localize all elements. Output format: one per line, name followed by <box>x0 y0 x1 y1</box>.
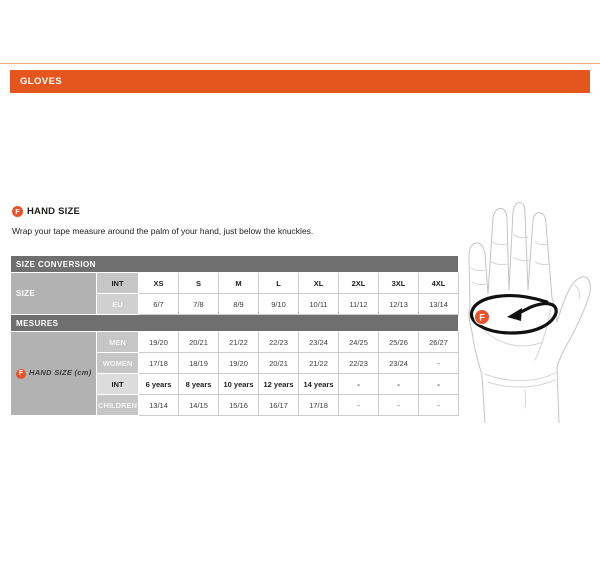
table-cell: 17/18 <box>139 353 179 374</box>
table-cell: - <box>419 374 459 395</box>
table-cell: 19/20 <box>219 353 259 374</box>
size-conversion-table <box>10 255 459 416</box>
table-row <box>11 256 459 273</box>
table-cell: 8 years <box>179 374 219 395</box>
row-label-int-years: INT <box>97 374 139 395</box>
table-cell: 23/24 <box>379 353 419 374</box>
table-cell: 8/9 <box>219 294 259 315</box>
table-cell: - <box>379 395 419 416</box>
table-cell: 9/10 <box>259 294 299 315</box>
table-cell: 4XL <box>419 273 459 294</box>
table-cell: 17/18 <box>299 395 339 416</box>
table-cell: - <box>339 374 379 395</box>
table-cell: 20/21 <box>259 353 299 374</box>
table-cell: 16/17 <box>259 395 299 416</box>
table-cell: 15/16 <box>219 395 259 416</box>
hand-illustration <box>455 190 600 430</box>
table-row <box>11 273 459 294</box>
table-row <box>11 332 459 353</box>
hand-size-cm-label: HAND SIZE (cm) <box>29 368 92 378</box>
f-marker-icon: F <box>12 206 23 217</box>
table-cell: 12 years <box>259 374 299 395</box>
table-cell: 24/25 <box>339 332 379 353</box>
table-cell: 22/23 <box>339 353 379 374</box>
table-cell: 7/8 <box>179 294 219 315</box>
hand-size-heading <box>12 205 80 217</box>
row-label-int: INT <box>97 273 139 294</box>
table-cell: 11/12 <box>339 294 379 315</box>
hand-size-row-group-label <box>11 332 97 416</box>
table-cell: 21/22 <box>299 353 339 374</box>
mesures-bar: MESURES <box>11 315 459 332</box>
hand-size-title: HAND SIZE <box>27 205 80 217</box>
size-row-group-label: SIZE <box>11 273 97 315</box>
table-cell: 21/22 <box>219 332 259 353</box>
table-cell: - <box>339 395 379 416</box>
table-cell: 12/13 <box>379 294 419 315</box>
table-cell: - <box>419 395 459 416</box>
hand-size-description: Wrap your tape measure around the palm of your hand, just below the knuckles. <box>12 226 314 236</box>
table-cell: 23/24 <box>299 332 339 353</box>
row-label-men: MEN <box>97 332 139 353</box>
measure-point-f-letter: F <box>479 312 485 323</box>
gloves-section-header: GLOVES <box>10 70 590 93</box>
table-cell: - <box>419 353 459 374</box>
row-label-women: WOMEN <box>97 353 139 374</box>
table-cell: 10/11 <box>299 294 339 315</box>
row-label-eu: EU <box>97 294 139 315</box>
table-cell: M <box>219 273 259 294</box>
table-cell: S <box>179 273 219 294</box>
table-cell: - <box>379 374 419 395</box>
table-cell: 6 years <box>139 374 179 395</box>
table-cell: 13/14 <box>139 395 179 416</box>
table-cell: XS <box>139 273 179 294</box>
table-cell: 2XL <box>339 273 379 294</box>
table-cell: 22/23 <box>259 332 299 353</box>
table-cell: 14 years <box>299 374 339 395</box>
table-cell: 18/19 <box>179 353 219 374</box>
table-row <box>11 315 459 332</box>
table-cell: 19/20 <box>139 332 179 353</box>
size-conversion-bar: SIZE CONVERSION <box>11 256 459 273</box>
table-cell: XL <box>299 273 339 294</box>
table-cell: 13/14 <box>419 294 459 315</box>
top-divider-line <box>0 63 600 64</box>
table-cell: 10 years <box>219 374 259 395</box>
table-cell: 6/7 <box>139 294 179 315</box>
table-cell: 3XL <box>379 273 419 294</box>
table-cell: 14/15 <box>179 395 219 416</box>
table-cell: 26/27 <box>419 332 459 353</box>
table-cell: 20/21 <box>179 332 219 353</box>
table-cell: L <box>259 273 299 294</box>
row-label-children: CHILDREN <box>97 395 139 416</box>
table-cell: 25/26 <box>379 332 419 353</box>
f-marker-icon: F <box>16 369 26 379</box>
